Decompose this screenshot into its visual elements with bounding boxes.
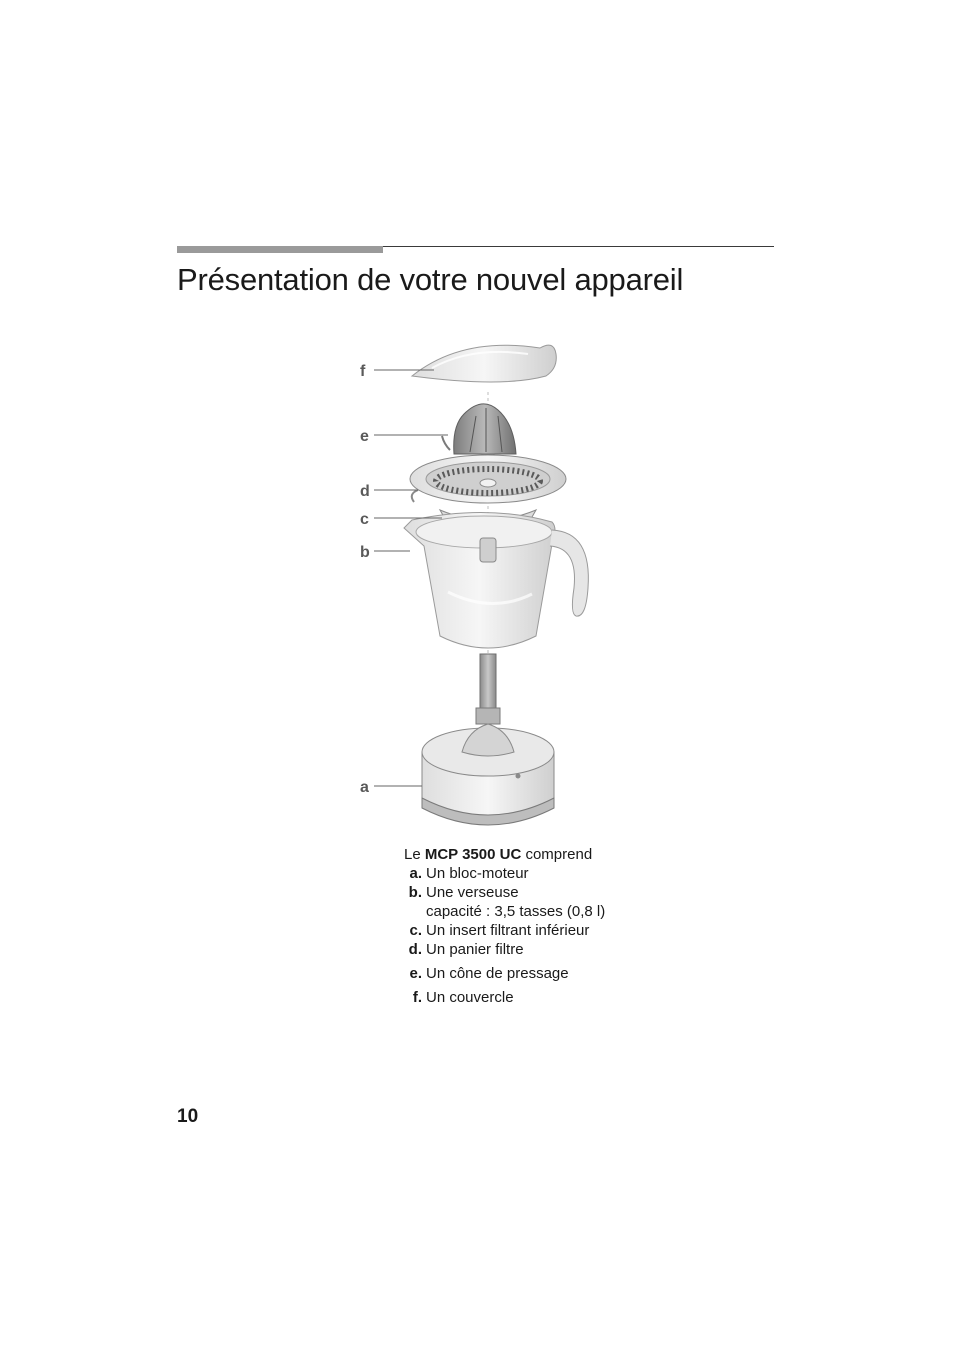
list-item — [404, 921, 605, 940]
motor-base-part — [422, 724, 554, 825]
jug-part — [404, 512, 588, 648]
item-text: Un insert filtrant inférieur — [426, 922, 590, 939]
parts-list-intro — [404, 845, 605, 864]
list-item — [404, 864, 605, 883]
item-letter: a. — [409, 865, 422, 882]
filter-basket-part — [410, 455, 566, 503]
callout-b: b — [360, 544, 370, 561]
list-item — [404, 988, 605, 1007]
lid-part — [412, 345, 556, 382]
callout-e: e — [360, 428, 369, 445]
model-name: MCP 3500 UC — [424, 846, 522, 863]
callout-c: c — [360, 511, 369, 528]
parts-list — [404, 845, 605, 1007]
intro-prefix: Le — [404, 846, 425, 863]
page-title: Présentation de votre nouvel appareil — [177, 262, 684, 297]
item-letter: f. — [412, 989, 422, 1006]
list-item — [404, 940, 605, 959]
callout-d: d — [360, 483, 370, 500]
item-text: Un bloc-moteur — [426, 865, 529, 882]
intro-suffix: comprend — [521, 846, 593, 863]
header-rule-accent — [177, 246, 383, 253]
item-text: Un cône de pressage — [426, 965, 569, 982]
list-item — [404, 964, 605, 983]
callout-f: f — [360, 363, 366, 380]
drive-shaft — [476, 654, 500, 724]
item-text: Un couvercle — [426, 989, 514, 1006]
item-text: Un panier filtre — [426, 941, 524, 958]
page-number: 10 — [177, 1106, 199, 1127]
item-letter: b. — [408, 884, 422, 901]
exploded-view-illustration — [352, 332, 602, 832]
item-letter: e. — [409, 965, 422, 982]
item-letter: c. — [409, 922, 422, 939]
item-letter: d. — [408, 941, 422, 958]
item-text: Une verseuse — [426, 884, 519, 901]
callout-a: a — [360, 779, 369, 796]
item-detail: capacité : 3,5 tasses (0,8 l) — [426, 903, 606, 920]
list-item — [404, 883, 605, 921]
